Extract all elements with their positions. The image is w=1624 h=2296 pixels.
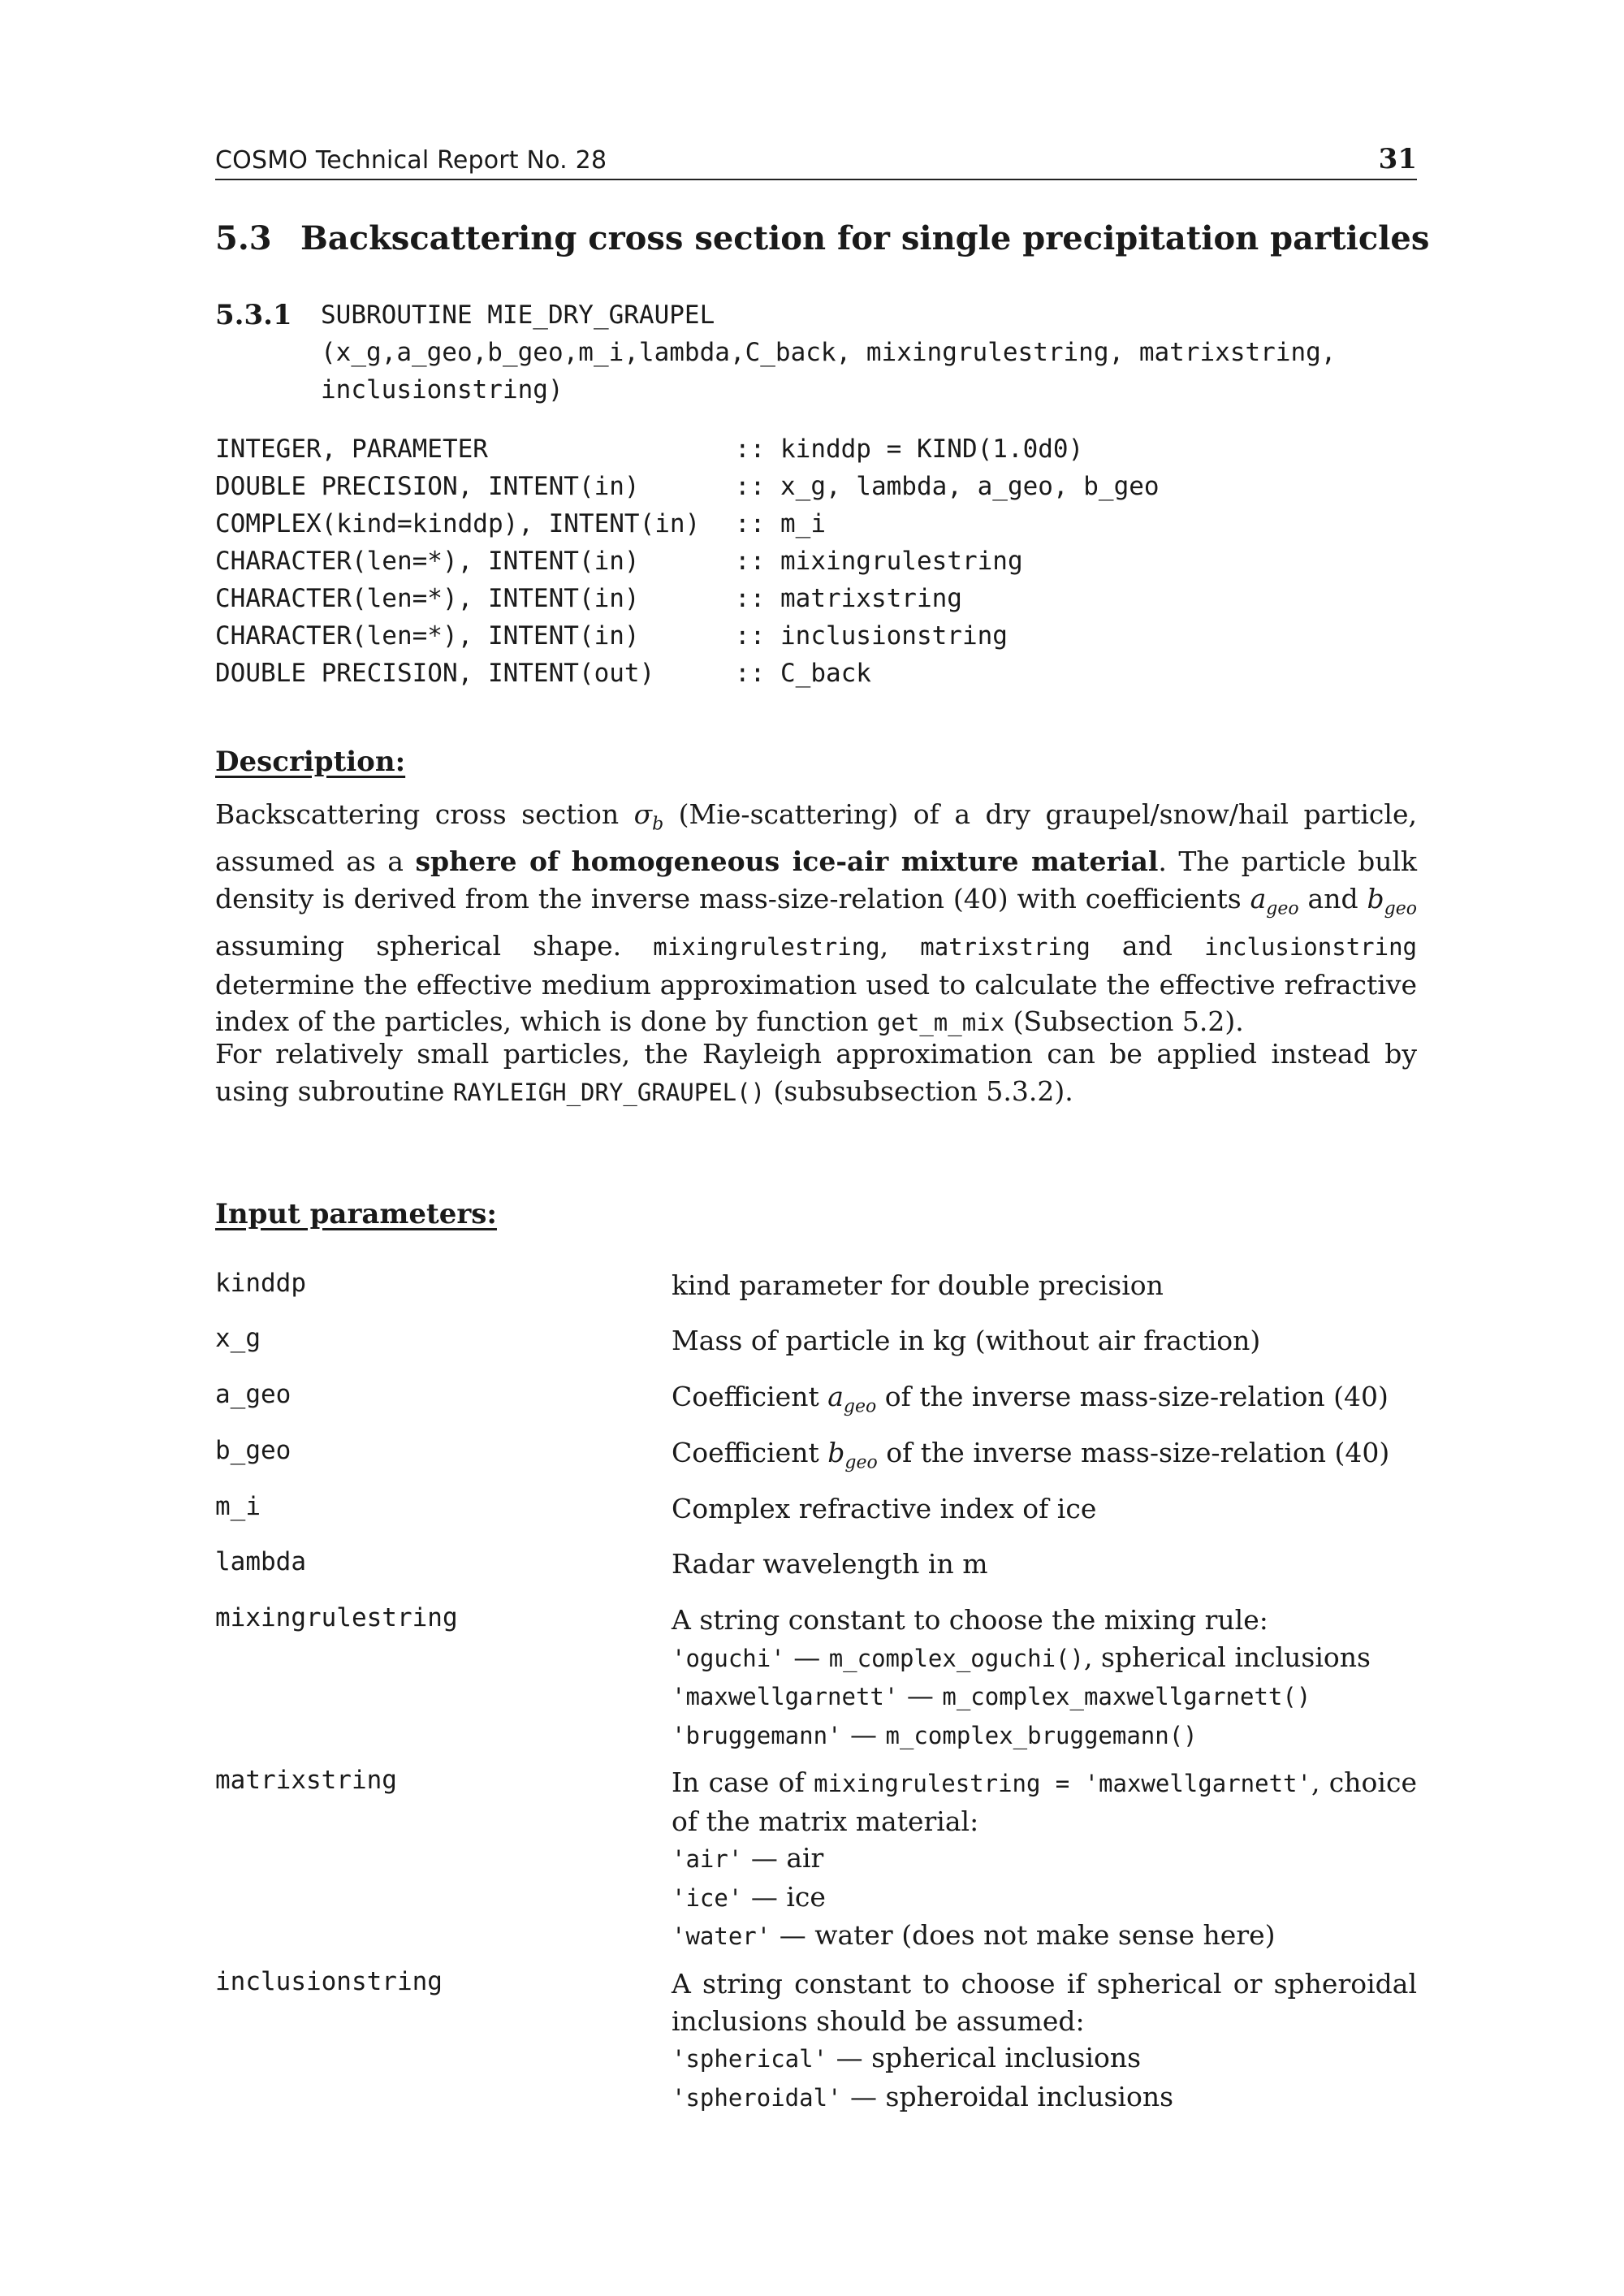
declaration-names: :: mixingrulestring — [735, 547, 1023, 576]
declaration-type: CHARACTER(len=*), INTENT(in) — [215, 584, 640, 613]
parameter-name: inclusionstring — [215, 1967, 443, 1996]
option-line — [672, 1677, 1417, 1716]
declaration-names: :: matrixstring — [735, 584, 962, 613]
parameter-name: lambda — [215, 1547, 306, 1576]
text-run: assuming spherical shape. — [215, 929, 622, 962]
text-run: σ — [633, 798, 653, 830]
sigma-symbol — [633, 798, 664, 835]
option-code: 'ice' — [672, 1883, 743, 1912]
declaration-type: INTEGER, PARAMETER — [215, 435, 488, 464]
subsection-number: 5.3.1 — [215, 299, 292, 331]
option-line — [672, 1879, 1417, 1918]
option-code: 'oguchi' — [672, 1644, 785, 1672]
text-run: b — [827, 1437, 845, 1468]
parameter-name: b_geo — [215, 1436, 292, 1465]
text-run: of the inverse mass-size-relation (40) — [884, 1381, 1389, 1412]
inline-code: mixingrulestring = 'maxwellgarnett' — [814, 1770, 1311, 1797]
text-run: — — [750, 1880, 778, 1913]
parameter-description: Mass of particle in kg (without air fraction) — [672, 1325, 1261, 1356]
text-run: ice — [786, 1880, 826, 1913]
inline-code: get_m_mix — [876, 1009, 1005, 1037]
inline-code: inclusionstring — [1204, 932, 1417, 961]
parameter-row — [215, 1764, 1417, 1956]
declaration-names: :: inclusionstring — [735, 621, 1008, 651]
text-run: spherical inclusions — [871, 2042, 1142, 2074]
emphasis-text: sphere of homogeneous ice-air mixture material — [415, 845, 1159, 878]
text-run: — — [779, 1919, 806, 1952]
parameter-description: kind parameter for double precision — [672, 1269, 1164, 1301]
inline-code: mixingrulestring — [653, 932, 880, 961]
option-code: 'bruggemann' — [672, 1721, 842, 1749]
text-run: — — [793, 1641, 821, 1673]
declaration-names: :: C_back — [735, 659, 871, 688]
parameter-row — [215, 1267, 1417, 1304]
parameter-row — [215, 1546, 1417, 1583]
text-run: air — [786, 1842, 824, 1874]
text-run: , spherical inclusions — [1083, 1641, 1371, 1673]
inline-code: matrixstring — [920, 932, 1091, 961]
option-line — [672, 1639, 1417, 1678]
ageo-symbol — [827, 1381, 877, 1417]
parameter-name: matrixstring — [215, 1766, 397, 1795]
parameter-row — [215, 1490, 1417, 1528]
option-intro — [672, 1764, 1417, 1840]
parameter-name: a_geo — [215, 1380, 292, 1409]
text-run: In case of — [672, 1766, 805, 1798]
text-run: . The particle bulk density is derived from the inverse mass-size-relation (40) with coefficients — [215, 845, 1417, 915]
parameter-row — [215, 1965, 1417, 2117]
option-code: 'water' — [672, 1922, 771, 1951]
parameter-row — [215, 1602, 1417, 1754]
option-intro: A string constant to choose if spherical or spheroidal inclusions should be assumed: — [672, 1968, 1417, 2037]
parameter-description — [672, 1764, 1417, 1956]
text-run: — — [906, 1680, 934, 1712]
bgeo-symbol — [1367, 882, 1417, 919]
parameter-row — [215, 1378, 1417, 1425]
text-run: For relatively small particles, the Rayleigh approximation can be applied instead by using subroutine — [215, 1038, 1417, 1107]
text-run: determine the effective medium approximation used to calculate the effective refractive index of the particles, which is done by function — [215, 968, 1417, 1038]
text-run: — — [850, 1718, 878, 1750]
option-code: 'maxwellgarnett' — [672, 1683, 899, 1711]
text-run: and — [1307, 882, 1358, 915]
rayleigh-note-paragraph — [215, 1036, 1417, 1111]
text-run: — — [850, 2080, 878, 2112]
section-title: Backscattering cross section for single precipitation particles — [300, 219, 1430, 257]
section-number: 5.3 — [215, 219, 272, 257]
report-title: COSMO Technical Report No. 28 — [215, 146, 607, 175]
text-run: geo — [844, 1452, 878, 1473]
declaration-type: DOUBLE PRECISION, INTENT(out) — [215, 659, 655, 688]
option-function: m_complex_maxwellgarnett() — [942, 1683, 1311, 1711]
text-run: a — [1250, 882, 1267, 915]
declaration-names: :: kinddp = KIND(1.0d0) — [735, 435, 1084, 464]
subroutine-signature-line: inclusionstring) — [321, 375, 564, 404]
parameter-description — [672, 1434, 1417, 1481]
ageo-symbol — [1250, 882, 1299, 919]
parameter-row — [215, 1434, 1417, 1481]
text-run: (Subsection 5.2). — [1013, 1005, 1244, 1038]
text-run: Backscattering cross section — [215, 798, 620, 830]
parameter-description — [672, 1602, 1417, 1754]
subroutine-signature-line: (x_g,a_geo,b_geo,m_i,lambda,C_back, mixingrulestring, matrixstring, — [321, 338, 1337, 367]
text-run: — — [750, 1842, 778, 1874]
option-function: m_complex_bruggemann() — [885, 1721, 1198, 1749]
inline-code: RAYLEIGH_DRY_GRAUPEL() — [452, 1078, 766, 1106]
text-run: (subsubsection 5.3.2). — [773, 1074, 1073, 1107]
declaration-type: COMPLEX(kind=kinddp), INTENT(in) — [215, 509, 701, 538]
input-parameters-label: Input parameters: — [215, 1198, 497, 1230]
text-run: (Mie-scattering) of a dry graupel/snow/hail particle, assumed as a — [215, 798, 1417, 878]
text-run: and — [1121, 929, 1173, 962]
declaration-names: :: x_g, lambda, a_geo, b_geo — [735, 472, 1160, 501]
text-run: water (does not make sense here) — [814, 1919, 1276, 1952]
option-code: 'air' — [672, 1845, 743, 1874]
text-run: Coefficient — [672, 1437, 819, 1468]
declaration-type: CHARACTER(len=*), INTENT(in) — [215, 621, 640, 651]
declaration-names: :: m_i — [735, 509, 826, 538]
option-line — [672, 1840, 1417, 1879]
text-run: geo — [1384, 898, 1417, 919]
parameter-name: mixingrulestring — [215, 1603, 458, 1632]
section-heading — [215, 219, 1429, 257]
parameter-description — [672, 1965, 1417, 2117]
option-code: 'spherical' — [672, 2045, 828, 2073]
declaration-type: DOUBLE PRECISION, INTENT(in) — [215, 472, 640, 501]
option-function: m_complex_oguchi() — [828, 1644, 1084, 1672]
parameter-name: m_i — [215, 1492, 261, 1521]
option-line — [672, 2039, 1417, 2078]
text-run: , — [879, 929, 889, 962]
text-run: a — [827, 1381, 844, 1412]
description-label: Description: — [215, 746, 406, 778]
declaration-type: CHARACTER(len=*), INTENT(in) — [215, 547, 640, 576]
text-run: geo — [1266, 898, 1299, 919]
text-run: spheroidal inclusions — [885, 2080, 1174, 2112]
parameter-description: Radar wavelength in m — [672, 1548, 988, 1580]
parameter-name: x_g — [215, 1324, 261, 1353]
description-paragraph — [215, 796, 1417, 1042]
subroutine-signature-line: SUBROUTINE MIE_DRY_GRAUPEL — [321, 301, 715, 330]
parameter-row — [215, 1322, 1417, 1360]
text-run: b — [1367, 882, 1384, 915]
text-run: A string constant to choose the mixing rule: — [672, 1604, 1268, 1636]
option-code: 'spheroidal' — [672, 2083, 842, 2112]
text-run: — — [836, 2042, 863, 2074]
page-number: 31 — [1378, 143, 1417, 175]
parameter-name: kinddp — [215, 1269, 306, 1298]
text-run: b — [652, 814, 664, 835]
parameter-description: Complex refractive index of ice — [672, 1493, 1097, 1524]
text-run: , choice of the matrix material: — [672, 1766, 1417, 1837]
option-line — [672, 2078, 1417, 2117]
text-run: geo — [843, 1396, 877, 1417]
parameter-description — [672, 1378, 1417, 1425]
text-run: Coefficient — [672, 1381, 819, 1412]
running-header — [215, 143, 1417, 180]
bgeo-symbol — [827, 1437, 878, 1473]
option-line — [672, 1917, 1417, 1956]
option-line — [672, 1716, 1417, 1755]
text-run: of the inverse mass-size-relation (40) — [886, 1437, 1390, 1468]
